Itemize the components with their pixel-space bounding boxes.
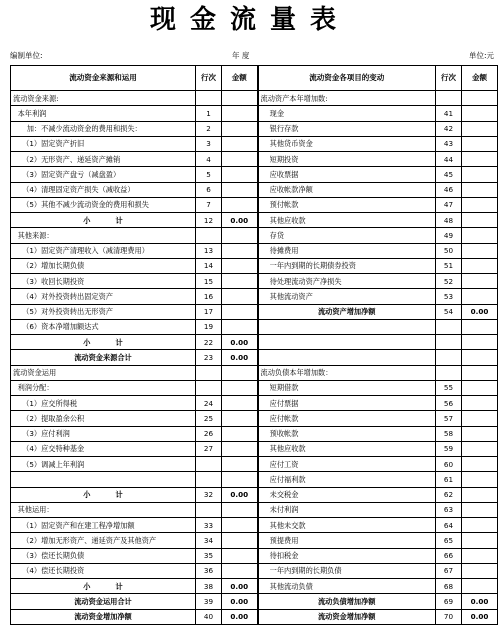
right-amount-cell — [462, 91, 498, 106]
right-row-no-cell: 64 — [436, 518, 462, 533]
left-amount-cell — [222, 228, 258, 243]
right-item-cell: 未付利润 — [258, 502, 436, 517]
left-amount-cell: 0.00 — [222, 594, 258, 609]
left-item-cell: （3）收回长期投资 — [11, 274, 196, 289]
left-row-no-cell: 6 — [196, 182, 222, 197]
right-row-no-cell: 66 — [436, 548, 462, 563]
table-row — [11, 579, 498, 594]
left-amount-cell — [222, 472, 258, 487]
table-row — [11, 548, 498, 563]
left-amount-cell — [222, 533, 258, 548]
left-item-cell: 小 计 — [11, 579, 196, 594]
left-row-no-cell: 15 — [196, 274, 222, 289]
header-right-amount: 金额 — [462, 66, 498, 91]
left-item-cell: （3）偿还长期负债 — [11, 548, 196, 563]
left-item-cell: （2）提取盈余公积 — [11, 411, 196, 426]
left-amount-cell — [222, 91, 258, 106]
right-row-no-cell: 62 — [436, 487, 462, 502]
right-item-cell: 其他流动资产 — [258, 289, 436, 304]
currency-unit-label: 单位:元 — [468, 51, 494, 60]
table-row — [11, 563, 498, 578]
right-amount-cell — [462, 457, 498, 472]
right-row-no-cell: 54 — [436, 304, 462, 319]
table-row — [11, 365, 498, 380]
right-row-no-cell: 59 — [436, 441, 462, 456]
right-row-no-cell: 46 — [436, 182, 462, 197]
left-amount-cell — [222, 365, 258, 380]
right-item-cell: 其他流动负债 — [258, 579, 436, 594]
left-row-no-cell — [196, 91, 222, 106]
right-item-cell: 未交税金 — [258, 487, 436, 502]
left-amount-cell — [222, 274, 258, 289]
left-item-cell: （3）固定资产盘亏（减盘盈） — [11, 167, 196, 182]
left-row-no-cell: 4 — [196, 152, 222, 167]
table-row — [11, 472, 498, 487]
right-item-cell — [258, 319, 436, 334]
left-row-no-cell: 3 — [196, 136, 222, 151]
right-item-cell — [258, 350, 436, 365]
left-row-no-cell: 14 — [196, 258, 222, 273]
left-amount-cell — [222, 426, 258, 441]
table-row — [11, 487, 498, 502]
right-row-no-cell: 67 — [436, 563, 462, 578]
right-amount-cell: 0.00 — [462, 594, 498, 609]
right-amount-cell: 0.00 — [462, 304, 498, 319]
left-item-cell: 小 计 — [11, 487, 196, 502]
right-row-no-cell: 47 — [436, 197, 462, 212]
table-row — [11, 533, 498, 548]
left-amount-cell: 0.00 — [222, 609, 258, 624]
left-amount-cell — [222, 106, 258, 121]
right-row-no-cell: 43 — [436, 136, 462, 151]
right-row-no-cell: 55 — [436, 380, 462, 395]
left-amount-cell — [222, 289, 258, 304]
left-item-cell: 本年利润 — [11, 106, 196, 121]
right-row-no-cell: 58 — [436, 426, 462, 441]
right-item-cell: 应付帐款 — [258, 411, 436, 426]
left-row-no-cell: 32 — [196, 487, 222, 502]
table-row — [11, 304, 498, 319]
left-item-cell — [11, 472, 196, 487]
right-item-cell: 待处理流动资产净损失 — [258, 274, 436, 289]
right-row-no-cell: 61 — [436, 472, 462, 487]
left-row-no-cell: 33 — [196, 518, 222, 533]
right-row-no-cell: 60 — [436, 457, 462, 472]
right-amount-cell — [462, 243, 498, 258]
left-row-no-cell: 13 — [196, 243, 222, 258]
right-item-cell: 流动负债本年增加数： — [258, 365, 436, 380]
left-row-no-cell: 35 — [196, 548, 222, 563]
left-item-cell: （2）增加长期负债 — [11, 258, 196, 273]
right-item-cell: 预收帐款 — [258, 426, 436, 441]
left-row-no-cell: 34 — [196, 533, 222, 548]
table-row — [11, 152, 498, 167]
right-row-no-cell: 51 — [436, 258, 462, 273]
right-amount-cell — [462, 152, 498, 167]
right-item-cell: 应收帐款净额 — [258, 182, 436, 197]
right-item-cell: 流动负债增加净额 — [258, 594, 436, 609]
left-row-no-cell: 12 — [196, 213, 222, 228]
left-row-no-cell: 25 — [196, 411, 222, 426]
left-amount-cell — [222, 518, 258, 533]
right-row-no-cell: 52 — [436, 274, 462, 289]
table-row — [11, 518, 498, 533]
right-row-no-cell: 44 — [436, 152, 462, 167]
right-item-cell: 流动资金增加净额 — [258, 609, 436, 624]
right-amount-cell: 0.00 — [462, 609, 498, 624]
left-item-cell: （2）增加无形资产、递延资产及其他资产 — [11, 533, 196, 548]
right-amount-cell — [462, 487, 498, 502]
table-row — [11, 319, 498, 334]
table-row — [11, 136, 498, 151]
right-amount-cell — [462, 426, 498, 441]
right-row-no-cell: 57 — [436, 411, 462, 426]
right-item-cell: 应收票据 — [258, 167, 436, 182]
table-row — [11, 167, 498, 182]
left-row-no-cell: 27 — [196, 441, 222, 456]
right-amount-cell — [462, 106, 498, 121]
table-row — [11, 335, 498, 350]
right-amount-cell — [462, 411, 498, 426]
left-amount-cell — [222, 502, 258, 517]
left-row-no-cell: 38 — [196, 579, 222, 594]
table-row — [11, 594, 498, 609]
left-amount-cell — [222, 441, 258, 456]
left-item-cell: （3）应付利润 — [11, 426, 196, 441]
left-item-cell: 小 计 — [11, 335, 196, 350]
left-item-cell: （1）固定资产折旧 — [11, 136, 196, 151]
right-item-cell: 现金 — [258, 106, 436, 121]
right-row-no-cell — [436, 319, 462, 334]
left-amount-cell: 0.00 — [222, 350, 258, 365]
header-right-row-no: 行次 — [436, 66, 462, 91]
right-amount-cell — [462, 365, 498, 380]
right-amount-cell — [462, 518, 498, 533]
left-amount-cell — [222, 243, 258, 258]
left-item-cell: 流动资金运用合计 — [11, 594, 196, 609]
left-amount-cell — [222, 548, 258, 563]
right-amount-cell — [462, 121, 498, 136]
left-row-no-cell — [196, 457, 222, 472]
header-left-item: 流动资金来源和运用 — [11, 66, 196, 91]
right-amount-cell — [462, 563, 498, 578]
right-item-cell: 其他应收款 — [258, 441, 436, 456]
right-row-no-cell: 70 — [436, 609, 462, 624]
right-row-no-cell: 68 — [436, 579, 462, 594]
left-item-cell: 流动资金运用 — [11, 365, 196, 380]
right-item-cell: 短期借款 — [258, 380, 436, 395]
left-item-cell: （4）清理固定资产损失（减收益） — [11, 182, 196, 197]
right-amount-cell — [462, 136, 498, 151]
left-amount-cell — [222, 411, 258, 426]
table-row — [11, 258, 498, 273]
left-row-no-cell: 40 — [196, 609, 222, 624]
right-item-cell: 应付福利款 — [258, 472, 436, 487]
table-row — [11, 121, 498, 136]
table-row — [11, 243, 498, 258]
right-amount-cell — [462, 380, 498, 395]
right-row-no-cell: 50 — [436, 243, 462, 258]
left-amount-cell — [222, 258, 258, 273]
left-row-no-cell: 36 — [196, 563, 222, 578]
right-item-cell: 银行存款 — [258, 121, 436, 136]
table-row — [11, 380, 498, 395]
right-amount-cell — [462, 350, 498, 365]
left-amount-cell — [222, 396, 258, 411]
left-row-no-cell: 24 — [196, 396, 222, 411]
left-amount-cell — [222, 121, 258, 136]
left-amount-cell — [222, 136, 258, 151]
right-item-cell: 待扣税金 — [258, 548, 436, 563]
right-amount-cell — [462, 289, 498, 304]
left-row-no-cell — [196, 380, 222, 395]
left-item-cell: （1）应交所得税 — [11, 396, 196, 411]
cash-flow-table — [10, 65, 498, 625]
right-item-cell — [258, 335, 436, 350]
right-amount-cell — [462, 472, 498, 487]
right-row-no-cell: 48 — [436, 213, 462, 228]
left-item-cell: （1）固定资产和在建工程净增加额 — [11, 518, 196, 533]
left-row-no-cell — [196, 365, 222, 380]
left-amount-cell — [222, 380, 258, 395]
left-amount-cell — [222, 304, 258, 319]
right-amount-cell — [462, 274, 498, 289]
left-row-no-cell: 19 — [196, 319, 222, 334]
left-row-no-cell: 17 — [196, 304, 222, 319]
left-item-cell: （5）调减上年利润 — [11, 457, 196, 472]
table-row — [11, 426, 498, 441]
table-row — [11, 457, 498, 472]
report-title: 现金流量表 — [149, 5, 350, 35]
right-row-no-cell: 56 — [436, 396, 462, 411]
left-row-no-cell: 22 — [196, 335, 222, 350]
left-row-no-cell — [196, 472, 222, 487]
left-item-cell: 加：不减少流动资金的费用和损失： — [11, 121, 196, 136]
left-row-no-cell: 16 — [196, 289, 222, 304]
left-amount-cell — [222, 152, 258, 167]
left-item-cell: 流动资金增加净额 — [11, 609, 196, 624]
right-amount-cell — [462, 182, 498, 197]
right-item-cell: 其他货币资金 — [258, 136, 436, 151]
right-amount-cell — [462, 533, 498, 548]
left-amount-cell — [222, 563, 258, 578]
right-row-no-cell: 69 — [436, 594, 462, 609]
table-row — [11, 91, 498, 106]
left-item-cell: 其他来源： — [11, 228, 196, 243]
compiling-unit-label: 编制单位: — [10, 51, 43, 60]
left-row-no-cell: 2 — [196, 121, 222, 136]
right-amount-cell — [462, 396, 498, 411]
right-row-no-cell: 63 — [436, 502, 462, 517]
header-right-item: 流动资金各项目的变动 — [258, 66, 436, 91]
left-amount-cell: 0.00 — [222, 213, 258, 228]
table-row — [11, 411, 498, 426]
table-row — [11, 502, 498, 517]
right-row-no-cell — [436, 91, 462, 106]
right-amount-cell — [462, 319, 498, 334]
left-row-no-cell: 39 — [196, 594, 222, 609]
fiscal-year-label: 年 度 — [232, 51, 250, 60]
table-row — [11, 213, 498, 228]
left-row-no-cell: 1 — [196, 106, 222, 121]
left-item-cell: 小 计 — [11, 213, 196, 228]
right-amount-cell — [462, 441, 498, 456]
left-row-no-cell — [196, 228, 222, 243]
left-amount-cell: 0.00 — [222, 335, 258, 350]
left-row-no-cell: 26 — [196, 426, 222, 441]
left-item-cell: （4）偿还长期投资 — [11, 563, 196, 578]
right-row-no-cell — [436, 335, 462, 350]
table-row — [11, 228, 498, 243]
left-item-cell: 流动资金来源合计 — [11, 350, 196, 365]
left-amount-cell — [222, 457, 258, 472]
left-item-cell: （2）无形资产、递延资产摊销 — [11, 152, 196, 167]
left-item-cell: （1）固定资产清理收入（减清理费用） — [11, 243, 196, 258]
right-amount-cell — [462, 228, 498, 243]
left-amount-cell — [222, 182, 258, 197]
left-amount-cell — [222, 197, 258, 212]
right-row-no-cell: 41 — [436, 106, 462, 121]
right-item-cell: 待摊费用 — [258, 243, 436, 258]
right-amount-cell — [462, 579, 498, 594]
right-amount-cell — [462, 213, 498, 228]
right-row-no-cell: 53 — [436, 289, 462, 304]
right-amount-cell — [462, 258, 498, 273]
table-row — [11, 441, 498, 456]
right-item-cell: 短期投资 — [258, 152, 436, 167]
left-amount-cell: 0.00 — [222, 487, 258, 502]
right-row-no-cell: 65 — [436, 533, 462, 548]
right-row-no-cell: 45 — [436, 167, 462, 182]
table-row — [11, 274, 498, 289]
right-row-no-cell: 49 — [436, 228, 462, 243]
table-header-row — [11, 66, 498, 91]
right-amount-cell — [462, 548, 498, 563]
left-amount-cell — [222, 319, 258, 334]
left-amount-cell: 0.00 — [222, 579, 258, 594]
right-amount-cell — [462, 335, 498, 350]
table-row — [11, 609, 498, 624]
right-item-cell: 一年内到期的长期负债 — [258, 563, 436, 578]
table-row — [11, 396, 498, 411]
right-item-cell: 预付帐款 — [258, 197, 436, 212]
right-item-cell: 流动资产增加净额 — [258, 304, 436, 319]
table-row — [11, 182, 498, 197]
table-row — [11, 106, 498, 121]
table-row — [11, 350, 498, 365]
right-item-cell: 预提费用 — [258, 533, 436, 548]
header-left-row-no: 行次 — [196, 66, 222, 91]
table-row — [11, 197, 498, 212]
left-item-cell: 利润分配： — [11, 380, 196, 395]
right-amount-cell — [462, 502, 498, 517]
left-item-cell: 流动资金来源: — [11, 91, 196, 106]
left-item-cell: （5）对外投资转出无形资产 — [11, 304, 196, 319]
left-item-cell: （4）应交特种基金 — [11, 441, 196, 456]
right-row-no-cell — [436, 350, 462, 365]
right-item-cell: 流动资产本年增加数: — [258, 91, 436, 106]
left-item-cell: （6）资本净增加额达式 — [11, 319, 196, 334]
right-item-cell: 其他应收款 — [258, 213, 436, 228]
right-row-no-cell — [436, 365, 462, 380]
left-row-no-cell: 7 — [196, 197, 222, 212]
table-row — [11, 289, 498, 304]
right-item-cell: 应付票据 — [258, 396, 436, 411]
right-item-cell: 存货 — [258, 228, 436, 243]
left-row-no-cell — [196, 502, 222, 517]
right-item-cell: 应付工资 — [258, 457, 436, 472]
right-row-no-cell: 42 — [436, 121, 462, 136]
header-left-amount: 金额 — [222, 66, 258, 91]
left-amount-cell — [222, 167, 258, 182]
left-item-cell: （5）其他不减少流动资金的费用和损失 — [11, 197, 196, 212]
left-row-no-cell: 5 — [196, 167, 222, 182]
right-amount-cell — [462, 167, 498, 182]
left-item-cell: 其他运用： — [11, 502, 196, 517]
right-amount-cell — [462, 197, 498, 212]
left-item-cell: （4）对外投资转出固定资产 — [11, 289, 196, 304]
left-row-no-cell: 23 — [196, 350, 222, 365]
right-item-cell: 其他未交款 — [258, 518, 436, 533]
right-item-cell: 一年内到期的长期债券投资 — [258, 258, 436, 273]
